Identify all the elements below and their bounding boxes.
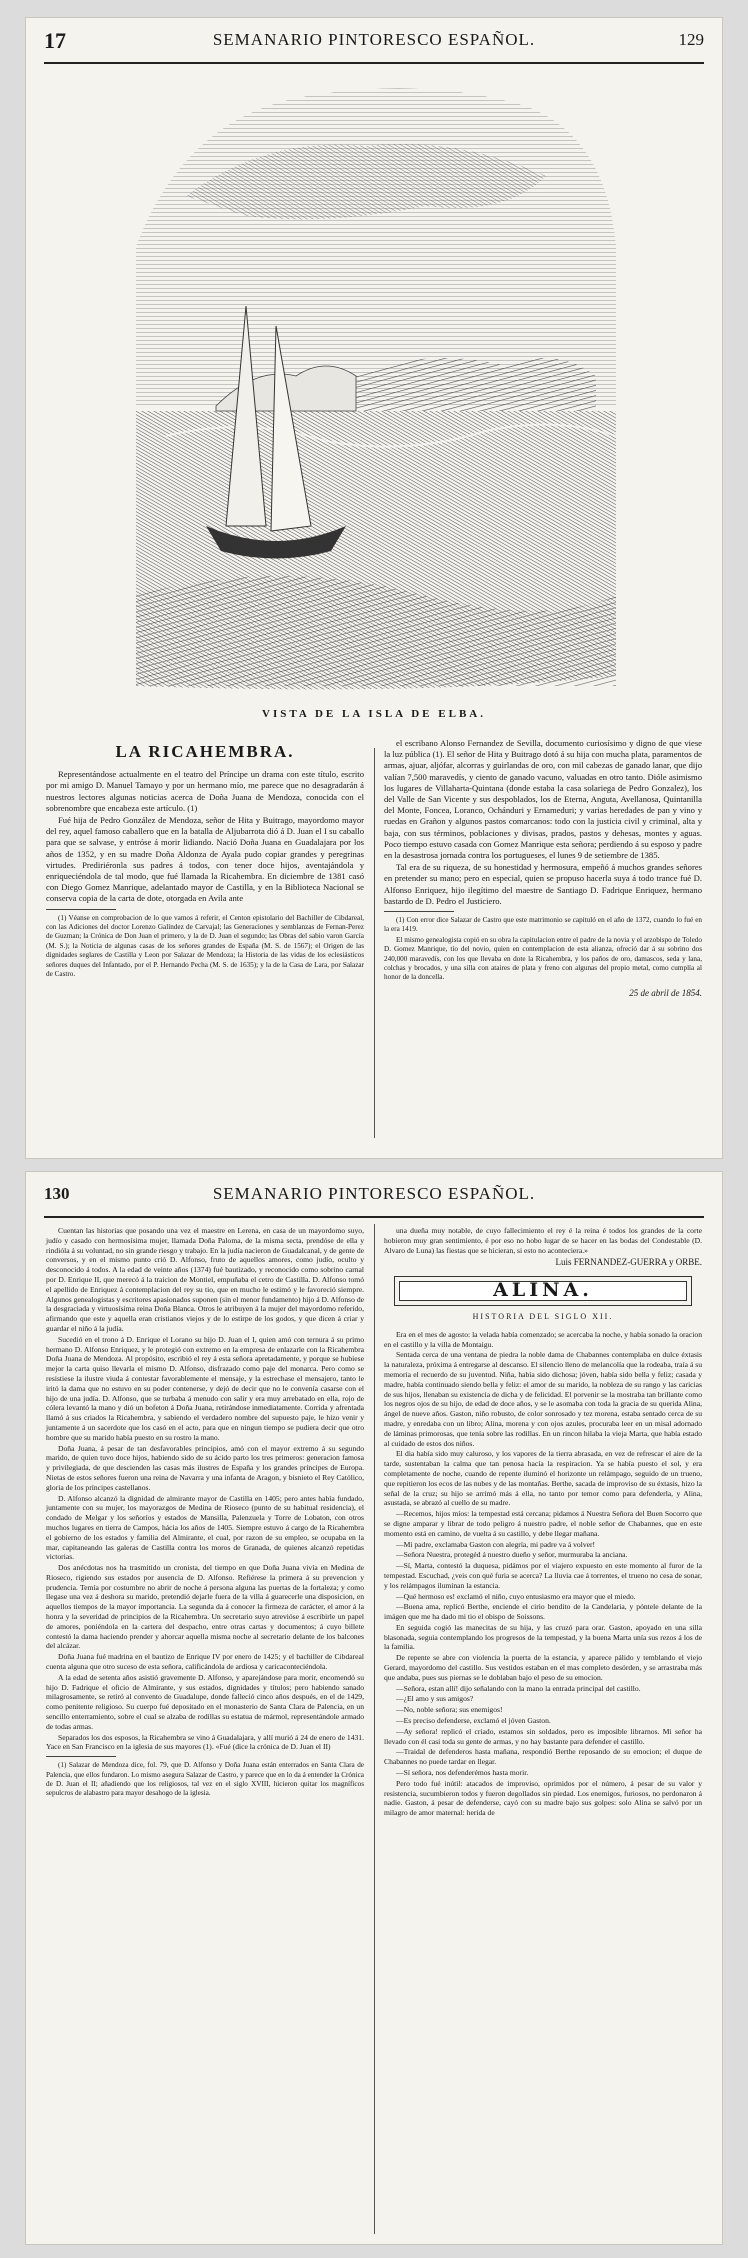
paragraph: Dos anécdotas nos ha trasmitido un cronista, del tiempo en que Doña Juana vivía en Medina de Rioseco, rigiendo sus estados por ausencia de D. Alfonso. Refiérese la primera á su prevencion y prudencia. Temía por costumbre no abrir de noche á persona alguna las puertas de la fortaleza; y como llegase una vez á deshora su marido, pretendió dejarle fuera de la villa á guarecerle una disposicion, en aquellos tiempos de la mayor importancia. La segunda da á conocer la firmeza de carácter, el amor á la honra y la severidad de principios de la Ricahembra. Un secretario suyo atrevióse á escribirle un papel de amores, poniéndola en la cartera del despacho, entre otras cartas y documentos; á cuyo billete contestó la dama haciendo prender y ahorcar aquella misma noche al secretario delante de los balcones del alcázar.: [46, 1563, 364, 1651]
paragraph: el escribano Alonso Fernandez de Sevilla, documento curiosísimo y digno de que viese la luz pública (1). El señor de Hita y Buitrago dotó á su hija con mucha plata, paramentos de armas, ajuar, aljófar, alcorras y guirlandas de oro, con mil cabezas de ganado lanar, que dijo valían 7,500 maravedís, y ciento de ganado vacuno, valuadas en otro tanto. Dióle asimismo los lugares de Villaharta-Quintana (donde estaba la casa solariega de Pedro Gonzalez), los del Valle de San Vicente y sus despoblados, los de Eterna, Anguta, Avellanosa, Quintanilla del Monte, Fonceа, Loranco, Ochánduri y Ernameduri; y varias heredades de pan y vino y ruedas en Grañon y algunos pastos comarcanos: todo con la justicia civil y criminal, alta y baja, con sus términos, poblaciones y divisas, prados, pastos y dehesas, montes y aguas. Poco tiempo estuvo casada con Gomez Manrique esta señora; perdiendo á su esposo y padre en la desastrosa jornada contra los portugueses, el lunes 9 de setiembre de 1385.: [384, 738, 702, 861]
footnote-separator: [46, 1756, 116, 1757]
paragraph: Fué hija de Pedro González de Mendoza, señor de Hita y Buitrago, mayordomo mayor del rey, aquel famoso caballero que en la batalla de Aljubarrota dió á D. Juan el I su caballo para que se salvase, y entróse á morir lidiando. Nació Doña Juana en Guadalajara por los años de 1352, y en su madre Doña Aldonza de Ayala pudo copiar grandes y peregrinas virtudes. Prediriéronla sus padres á todos, con tener doce hijos, aventajándola y enriqueciéndola de tal modo, que fué llamada la Ricahembra. En diciembre de 1381 casó con Diego Gomez Manrique, adelantado mayor de Castilla, y en la Biblioteca Nacional se conserva copia de la carta de dote, otorgada en Avila ante: [46, 815, 364, 904]
footnote-separator: [46, 909, 116, 910]
paragraph: —Qué hermoso es! exclamó el niño, cuyo entusiasmo era mayor que el miedo.: [396, 1591, 636, 1601]
story-title: ALINA.: [399, 1281, 687, 1301]
paragraph: Cuentan las historias que posando una vez el maestre en Lerena, en casa de un mayordomo suyo, judío y casado con hermosísima mujer, llamada Doña Paloma, de la misma secta, prendóse de ella y rindióla á su voluntad, no sin grande riesgo y trabajo. En la judía nacieron de Guadalcanal, y de gente de conversos, y en el mismo punto crió D. Alfonso, fruto de aquellos amores, como judío, oculto y desconocido á todos. A la edad de veinte años (1374) fué bautizado, y reconocido como sobrino carnal por D. Enrique II, que merecó á la traicion de Montiel, empuñaba el cetro de Castilla. D. Alfonso tomó el apellido de Enriquez á contemplacion del rey su tio, que en mucho le estimó y le favoreció siempre. Algunos genealogistas y escritores apasionados suponen (sin el menor fundamento) hijo á D. Alfonso de la desgraciada y virtuosísima reina Doña Blanca. Otros le atribuyen á la mujer del mayordomo referido, afirmando que este y aquella eran cristianos viejos y de lo estirpe de los godos, y que dicen á criar y guardar el niño á la judía.: [46, 1226, 364, 1333]
island-hills: [356, 358, 596, 411]
paragraph: —Mi padre, exclamaba Gaston con alegría, mi padre va á volver!: [396, 1539, 596, 1549]
footnote: (1) Con error dice Salazar de Castro que este matrimonio se capituló en el año de 1372, cuando lo fué en la era 1419.: [384, 916, 702, 934]
paragraph: —Recemos, hijos míos: la tempestad está cercana; pidamos á Nuestra Señora del Buen Socorro que se digne amparar y librar de todo peligro á nuestro padre, el noble señor de Chabannes, que en este momento está en camino, de vuelta á su castillo, y debe llegar mañana.: [384, 1509, 702, 1538]
paragraph: —Sí, Marta, contestó la duquesa, pidámos por el viajero expuesto en este momento al furor de la tempestad. Escuchad, ¿veis con qué furia se acerca? La lluvia cae á torrentes, el trueno no cesa de sonar, y los relámpagos iluminan la estancia.: [384, 1561, 702, 1590]
paragraph: D. Alfonso alcanzó la dignidad de almirante mayor de Castilla en 1405; pero antes había fundado, juntamente con su mujer, los mayorazgos de Medina de Rioseco (punto de su habitual residencia), el condado de Melgar y los señoríos y estados de Mansilla, Palenzuela y Torre de Lobaton, con otros muchos lugares en tierra de Campos, hácia los años de 1405. Siempre estuvo á cargo de la Ricahembra el gobierno de los estados y familia del Almirante, el cual, por razon de su empleo, se ocupaba en la mar, capitaneando las galeras de Castilla contra los moros de Granada, de quienes alcanzó repetidas victorias.: [46, 1493, 364, 1562]
paragraph: Separados los dos esposos, la Ricahembra se vino á Guadalajara, y allí murió á 24 de enero de 1431. Yace en San Francisco en la iglesia de sus mayores (1). «Fué (dice la crónica de D. Juan el II): [46, 1732, 364, 1752]
paragraph: Sucedió en el trono á D. Enrique el Lorano su hijo D. Juan el I, quien amó con ternura á su primo hermano D. Alfonso Enriquez, y le protegió con extremo en la empresa de enlazarle con la Ricahembra Doña Juana de Mendoza. Al propósito, escribió el rey á esta señora apretadamente, y porque se hubiese mejor la carta quiso llevarla el mismo D. Alfonso, disfrazado como paje del monarca. Pero como se resistiese la ilustre viuda á contestar favorablemente el mensaje, y la estrechase el mensajero, tanto le iritó la dama que no estuvo en su poder contenerse, y dejó de decir que no le convenía casarse con el hijo de una judía. D. Alfonso, que se turbaba á menudo con salir y era muy arrebatado en ella, rojo de cólera levantó la mano y dió un bofeton á Doña Juana, retirándose inmediatamente. Corrida y afrentada llamó á sus criados la Ricahembra, y sabiendo el verdadero nombre del supuesto paje, le hizo venir y juntamente á un sacerdote que los casó en el acto, para que en ningun tiempo se pudiera decir que otro hombre que su marido había puesto en su rostro la mano.: [46, 1334, 364, 1442]
paragraph: —Traidal de defenderos hasta mañana, respondió Berthe reposando de su emocion; el duque de Chabannes no puede tardar en llegar.: [384, 1747, 702, 1767]
page-number-left: 130: [44, 1184, 70, 1203]
paragraph: A la edad de setenta años asistió gravemente D. Alfonso, y aparejándose para morir, encomendó su hijo D. Fadrique el oficio de Almirante, y sus estados, dignidades y títulos; pero habiendo sanado milagrosamente, se retiró al convento de Guadalupe, donde falleció cinco años después, en el de 1429, como penitente religioso. Su cuerpo fué depositado en el monasterio de Santa Clara de Palencia, en un sencillo enterramiento, sobre el cual se alzaba de rodillas su estatua de mármol, representándole armado de todas armas.: [46, 1672, 364, 1731]
footnote: (1) Véanse en comprobacion de lo que vamos á referir, el Centon epistolario del Bachiller de Cibdareal, con las Adiciones del doctor Lorenzo Galíndez de Carvajal; las Generaciones y semblanzas de Fernan-Perez de Guzman; la Crónica de Don Juan el primero, y la de D. Juan el segundo; las Obras del sabio varon García (M. S.); la Noticia de algunas casas de los señores grandes de España (M. S. de 1567); el Origen de las dignidades seglares de Castilla y Leon por Salazar de Mendoza; la Historia de las vidas de los eclesiásticos señores duques del Infantado, por el P. Hernando Pecha (M. S. de 1635); y la de la Casa de Lara, por Salazar de Castro.: [46, 913, 364, 979]
footnote-separator: [384, 911, 454, 912]
paragraph: —No, noble señora; sus enemigos!: [396, 1705, 503, 1715]
paragraph: —Sí señora, nos defenderémos hasta morir.: [396, 1768, 529, 1778]
running-title: SEMANARIO PINTORESCO ESPAÑOL.: [212, 30, 536, 49]
page-129: [26, 18, 722, 1158]
article-column-2: [384, 1226, 702, 1819]
paragraph: Doña Juana, á pesar de tan desfavorables principios, amó con el mayor extremo á su segundo marido, de quien tuvo doce hijos, habiendo sido de su ácido parto los tres primeros: generacion famosa y privilegiada, de que descienden las casas más ilustres de España y los grandes príncipes de Europa. Nietas de estos señores fueron una reina de Navarra y una infanta de Aragon, y bisnieto el Rey Católico, gloria de los príncipes castellanos.: [46, 1443, 364, 1492]
paragraph: El dia había sido muy caluroso, y los vapores de la tierra abrasada, en vez de refrescar el aire de la tarde, sustentaban la calma que tan penosa hacía la respiracion. Ya se había puesto el sol, y era completamente de noche, cuando de repente iluminó el horizonte un relámpago, seguido de un trueno, que repitieron los ecos de las nubes y de las montañas. Berthe, sacada de improviso de su éxtasis, hizo la señal de la cruz; su hijo se arrimó más á ella, no tanto por temor como para defenderla, y Alina, asustada, se abrazó al cuello de su madre.: [384, 1449, 703, 1508]
paragraph: Tal era de su riqueza, de su honestidad y hermosura, empeñó á muchos grandes señores en pretender su mano; pero en especial, quien se propuso hacerla suya á todo trance fué D. Alfonso Enriquez, hijo ilegítimo del maestre de Santiago D. Fadrique Enriquez, hermano bastardo de D. Pedro el Justiciero.: [384, 862, 702, 906]
illustration-caption: VISTA DE LA ISLA DE ELBA.: [262, 708, 486, 720]
page-header: [44, 18, 704, 64]
paragraph: Pero todo fué inútil: atacados de improviso, oprimidos por el número, á pesar de su valor y resistencia, sucumbieron todos y fueron degollados sin piedad. Los enemigos, furiosos, no perdonaron á nadie. Gaston, á pesar de defenderse, cayó con su madre bajo sus golpes: solo Alina se salvó por un milagro de amor maternal: herida de: [384, 1778, 702, 1818]
paragraph: una dueña muy notable, de cuyo fallecimiento el rey é la reina é todos los grandes de la corte hobieron muy gran sentimiento, é por eso no hobo lugar de se hacer en las bodas del Condestable (D. Alvaro de Luna) las fiestas que se hicieran, si esto no aconteciera.»: [384, 1226, 702, 1255]
paragraph: —Señora, estan allí! dijo señalando con la mano la entrada principal del castillo.: [396, 1683, 641, 1693]
page-header: [44, 1172, 704, 1218]
story-title-frame: [394, 1276, 692, 1306]
running-title: SEMANARIO PINTORESCO ESPAÑOL.: [212, 1184, 536, 1203]
page-number-left: 17: [44, 28, 66, 53]
paragraph: —Es preciso defenderse, exclamó el jóven Gaston.: [396, 1716, 551, 1726]
paragraph: —Ay señora! replicó el criado, estamos sin soldados, pero es imposible librarnos. Mi señor ha llevado con él casi toda su gente de armas, y no hay bastante para defender el castillo.: [384, 1726, 702, 1746]
story-subtitle: HISTORIA DEL SIGLO XII.: [472, 1311, 614, 1321]
article-column-1: [46, 738, 364, 980]
footnote: (1) Salazar de Mendoza dice, fol. 79, que D. Alfonso y Doña Juana están enterrados en Santa Clara de Palencia, que ellos fundaron. Lo mismo asegura Salazar de Castro, y parece que en lo da á entender la Crónica de D. Juan el II; añadiendo que los religiosos, tal vez en el siglo XVIII, hicieron quitar los magníficos sepulcros de alabastro para mayor desahogo de la iglesia.: [46, 1761, 364, 1798]
paragraph: En seguida cogió las manecitas de su hija, y las cruzó para orar. Gaston, apoyado en una silla blasonada, seguia contemplando los progresos de la tempestad, y la buena Marta unía sus rezos á los de la familia.: [384, 1622, 702, 1652]
footnote: El mismo genealogista copió en su obra la capitulacion entre el padre de la novia y el arzobispo de Toledo D. Gomez Manrique, tío del novio, quien en contemplacion de esta alianza, ofreció dar á su sobrino dos 240,000 maravedís, con los que llevaba en dote la Ricahembra, y los paños de oro, damascos, seda y lana, colchas y brocados, y una silla con ataires de plata y freno con algunas del propio metal, como cumplía al honor de la doncella.: [384, 935, 702, 982]
author-signature: Luis FERNANDEZ-GUERRA y ORBE.: [555, 1257, 702, 1268]
page-number-right: 129: [678, 30, 704, 49]
article-column-1: [46, 1226, 364, 1800]
paragraph: Sentada cerca de una ventana de piedra la noble dama de Chabannes contemplaba en dulce éxtasis la naturaleza, próxima á entregarse al descanso. El silencio lleno de melancolía que la rodeaba, traía á su memoria el recuerdo de su juventud. Niña, había sido dichosa; jóven, había sido bella y feliz; casada y madre, había continuado siendo bella y feliz: el amor de su marido, la nobleza de su rango y las caricias de sus hijos, llenaban su existencia de dicha y de felicidad. El porvenir se la mostraba tan brillante como los negros ojos de su hijo, de edad de doce años, y se le asomaba con toda la gracia de su querida Alina, ángel de nueve años. Gaston, niño robusto, de color sonrosado y tez morena, estaba sentado cerca de su madre, y enredaba con un libro; Alina, morena y con ojos azules, procuraba leer en un misal adornado de láminas primorosas, que tenía sobre las rodillas. En un rincon hilaba la vieja Marta, que había estado al cuidado de estos dos niños.: [384, 1350, 702, 1448]
paragraph: De repente se abre con violencia la puerta de la estancia, y aparece pálido y temblando el viejo Gerard, mayordomo del castillo. Sus vestidos estaban en el mas completo desórden, y se arrastraba más que andaba, pues sus piernas se le doblaban bajo el peso de su emocion.: [384, 1653, 702, 1682]
article-column-2: [384, 738, 702, 999]
article-title: LA RICAHEMBRA.: [115, 742, 295, 761]
paragraph: —Señora Nuestra, protegéd á nuestro dueño y señor, murmuraba la anciana.: [396, 1550, 628, 1560]
page-130: [26, 1172, 722, 2244]
column-rule: [374, 748, 375, 1138]
article-date: 25 de abril de 1854.: [629, 987, 702, 998]
column-rule: [374, 1224, 375, 2234]
paragraph: —¿El amo y sus amigos?: [396, 1694, 474, 1704]
paragraph: Representándose actualmente en el teatro del Príncipe un drama con este título, escrito por mi amigo D. Manuel Tamayo y por un hermano mío, me parece que no desagradarán á nuestros lectores algunas noticias acerca de Doña Juana de Mendoza, conocida con el sobrenombre que encabeza este artículo. (1): [46, 769, 364, 813]
paragraph: —Buena ama, replicó Berthe, enciende el cirio bendito de la Candelaria, y póntele delante de la imágen que me ha dado mi tio el obispo de Soissons.: [384, 1602, 702, 1622]
paragraph: Era en el mes de agosto: la velada había comenzado; se acercaba la noche, y había sonado la oracion en el castillo y la villa de Montaigu.: [384, 1329, 702, 1349]
paragraph: Doña Juana fué madrina en el bautizo de Enrique IV por enero de 1425; y el bachiller de Cibdareal cuenta alguna que otro suceso de esta señora, calificándola de ardiosa y caricaconteciéndola.: [46, 1652, 364, 1672]
elba-island-engraving: [126, 76, 622, 696]
